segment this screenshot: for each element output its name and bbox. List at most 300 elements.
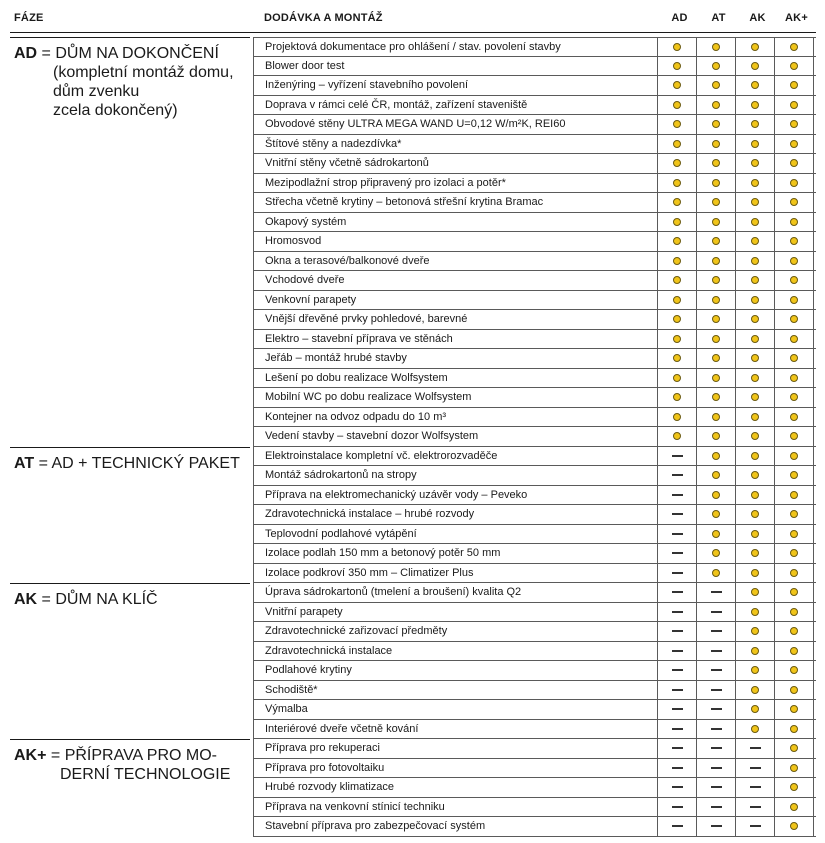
row-label: Vchodové dveře [253,271,658,290]
cell-at [697,388,736,407]
cell-akplus [775,369,814,388]
cell-ad [658,505,697,524]
table-row [253,76,816,96]
row-label: Doprava v rámci celé ČR, montáž, zařízení staveniště [253,96,658,115]
cell-ad [658,525,697,544]
cell-ad [658,252,697,271]
included-dot-icon [790,530,798,538]
table-row [253,291,816,311]
cell-at [697,778,736,797]
phase-divider [10,37,250,38]
cell-akplus [775,174,814,193]
excluded-dash-icon [711,591,722,593]
row-label: Hrubé rozvody klimatizace [253,778,658,797]
included-dot-icon [673,179,681,187]
phase-title [14,44,250,63]
cell-at [697,466,736,485]
table-row [253,96,816,116]
cell-akplus [775,466,814,485]
cell-ad [658,38,697,56]
table-row [253,154,816,174]
row-label: Obvodové stěny ULTRA MEGA WAND U=0,12 W/m²K, REI60 [253,115,658,134]
included-dot-icon [790,569,798,577]
row-label: Mobilní WC po dobu realizace Wolfsystem [253,388,658,407]
included-dot-icon [712,315,720,323]
row-label: Okapový systém [253,213,658,232]
included-dot-icon [751,101,759,109]
included-dot-icon [790,783,798,791]
phase-title [14,454,250,473]
included-dot-icon [751,510,759,518]
excluded-dash-icon [672,494,683,496]
included-dot-icon [751,198,759,206]
cell-ak [736,369,775,388]
cell-ak [736,174,775,193]
cell-at [697,135,736,154]
excluded-dash-icon [672,474,683,476]
included-dot-icon [790,744,798,752]
cell-ad [658,583,697,602]
cell-ak [736,96,775,115]
included-dot-icon [790,686,798,694]
phase-separator: = [37,45,56,62]
excluded-dash-icon [672,513,683,515]
cell-ad [658,466,697,485]
table-row [253,681,816,701]
cell-akplus [775,76,814,95]
cell-ak [736,700,775,719]
cell-ad [658,369,697,388]
cell-at [697,739,736,758]
included-dot-icon [751,491,759,499]
row-label: Lešení po dobu realizace Wolfsystem [253,369,658,388]
cell-ak [736,525,775,544]
excluded-dash-icon [711,786,722,788]
cell-at [697,291,736,310]
cell-at [697,798,736,817]
included-dot-icon [712,510,720,518]
included-dot-icon [673,81,681,89]
cell-ak [736,661,775,680]
included-dot-icon [790,413,798,421]
included-dot-icon [790,705,798,713]
included-dot-icon [790,432,798,440]
table-row [253,661,816,681]
included-dot-icon [790,822,798,830]
row-label: Stavební příprava pro zabezpečovací systém [253,817,658,836]
header-rule [10,32,816,33]
cell-ad [658,564,697,583]
cell-at [697,96,736,115]
excluded-dash-icon [711,767,722,769]
cell-ak [736,115,775,134]
excluded-dash-icon [711,669,722,671]
included-dot-icon [712,81,720,89]
cell-at [697,57,736,76]
table-row [253,408,816,428]
cell-ad [658,135,697,154]
included-dot-icon [712,43,720,51]
cell-ak [736,271,775,290]
table-row [253,330,816,350]
cell-ak [736,603,775,622]
table-row [253,135,816,155]
included-dot-icon [790,81,798,89]
row-label: Okna a terasové/balkonové dveře [253,252,658,271]
row-label: Elektroinstalace kompletní vč. elektrorozvaděče [253,447,658,466]
row-label: Montáž sádrokartonů na stropy [253,466,658,485]
table-row [253,349,816,369]
cell-akplus [775,96,814,115]
included-dot-icon [790,627,798,635]
phase-separator: = [46,747,65,764]
table-row [253,798,816,818]
table-row [253,37,816,57]
excluded-dash-icon [750,786,761,788]
cell-akplus [775,544,814,563]
phase-code: AD [14,45,38,62]
included-dot-icon [712,335,720,343]
phase-code: AT [14,454,35,472]
phase-divider [10,583,250,584]
included-dot-icon [712,491,720,499]
included-dot-icon [673,120,681,128]
included-dot-icon [790,140,798,148]
table-row [253,564,816,584]
cell-akplus [775,642,814,661]
cell-ak [736,642,775,661]
included-dot-icon [673,237,681,245]
cell-akplus [775,739,814,758]
cell-ad [658,798,697,817]
row-label: Vedení stavby – stavební dozor Wolfsystem [253,427,658,446]
cell-at [697,486,736,505]
cell-at [697,447,736,466]
row-label: Štítové stěny a nadezdívka* [253,135,658,154]
cell-ad [658,310,697,329]
cell-akplus [775,213,814,232]
cell-ad [658,330,697,349]
row-label: Příprava na elektromechanický uzávěr vody – Peveko [253,486,658,505]
cell-at [697,349,736,368]
table-row [253,232,816,252]
phase-description: DERNÍ TECHNOLOGIE [60,766,231,783]
cell-at [697,115,736,134]
included-dot-icon [673,218,681,226]
cell-ak [736,447,775,466]
included-dot-icon [712,101,720,109]
cell-ak [736,505,775,524]
excluded-dash-icon [711,689,722,691]
excluded-dash-icon [750,825,761,827]
row-label: Příprava pro rekuperaci [253,739,658,758]
cell-ak [736,310,775,329]
row-label: Střecha včetně krytiny – betonová střešní krytina Bramac [253,193,658,212]
table-row [253,544,816,564]
row-label: Projektová dokumentace pro ohlášení / stav. povolení stavby [253,38,658,56]
cell-at [697,232,736,251]
row-label: Izolace podkroví 350 mm – Climatizer Plus [253,564,658,583]
included-dot-icon [673,296,681,304]
included-dot-icon [790,588,798,596]
row-label: Příprava pro fotovoltaiku [253,759,658,778]
cell-ad [658,408,697,427]
cell-akplus [775,720,814,739]
cell-ad [658,349,697,368]
included-dot-icon [751,569,759,577]
cell-ad [658,778,697,797]
cell-akplus [775,700,814,719]
included-dot-icon [790,179,798,187]
cell-akplus [775,271,814,290]
included-dot-icon [673,374,681,382]
included-dot-icon [673,335,681,343]
included-dot-icon [751,62,759,70]
included-dot-icon [790,549,798,557]
included-dot-icon [751,218,759,226]
included-dot-icon [751,686,759,694]
excluded-dash-icon [750,806,761,808]
cell-ad [658,193,697,212]
included-dot-icon [673,432,681,440]
excluded-dash-icon [672,533,683,535]
cell-akplus [775,505,814,524]
cell-akplus [775,427,814,446]
phase-name: DŮM NA DOKONČENÍ [55,45,219,62]
cell-ak [736,427,775,446]
included-dot-icon [790,666,798,674]
included-dot-icon [712,413,720,421]
included-dot-icon [712,276,720,284]
included-dot-icon [790,315,798,323]
row-label: Příprava na venkovní stínicí techniku [253,798,658,817]
table-row [253,486,816,506]
cell-at [697,174,736,193]
included-dot-icon [751,588,759,596]
included-dot-icon [673,413,681,421]
table-row [253,603,816,623]
included-dot-icon [790,803,798,811]
table-row [253,388,816,408]
cell-akplus [775,115,814,134]
included-dot-icon [790,296,798,304]
cell-ak [736,135,775,154]
cell-ak [736,154,775,173]
cell-at [697,38,736,56]
cell-akplus [775,583,814,602]
table-row [253,174,816,194]
included-dot-icon [751,725,759,733]
cell-ad [658,544,697,563]
included-dot-icon [790,218,798,226]
cell-at [697,681,736,700]
included-dot-icon [673,393,681,401]
included-dot-icon [790,647,798,655]
included-dot-icon [712,452,720,460]
included-dot-icon [790,101,798,109]
included-dot-icon [751,81,759,89]
cell-ak [736,193,775,212]
included-dot-icon [712,62,720,70]
cell-ad [658,817,697,836]
excluded-dash-icon [711,825,722,827]
included-dot-icon [751,276,759,284]
included-dot-icon [790,471,798,479]
included-dot-icon [673,43,681,51]
included-dot-icon [790,198,798,206]
cell-ak [736,466,775,485]
phase-name: AD + TECHNICKÝ PAKET [51,454,240,472]
table-row [253,252,816,272]
excluded-dash-icon [711,708,722,710]
cell-akplus [775,252,814,271]
excluded-dash-icon [711,611,722,613]
included-dot-icon [790,43,798,51]
included-dot-icon [712,159,720,167]
excluded-dash-icon [672,689,683,691]
included-dot-icon [751,237,759,245]
included-dot-icon [673,276,681,284]
included-dot-icon [790,354,798,362]
cell-akplus [775,447,814,466]
excluded-dash-icon [672,650,683,652]
phase-code: AK [14,591,38,608]
cell-at [697,154,736,173]
cell-akplus [775,661,814,680]
cell-ak [736,720,775,739]
cell-ak [736,213,775,232]
excluded-dash-icon [672,728,683,730]
table-row [253,310,816,330]
cell-ak [736,622,775,641]
included-dot-icon [712,471,720,479]
included-dot-icon [751,608,759,616]
cell-at [697,271,736,290]
phase-divider [10,739,250,740]
included-dot-icon [790,608,798,616]
table-row [253,817,816,837]
cell-ak [736,739,775,758]
cell-ak [736,681,775,700]
included-dot-icon [790,159,798,167]
cell-ad [658,642,697,661]
cell-ad [658,622,697,641]
phase-name: DŮM NA KLÍČ [55,591,158,608]
included-dot-icon [751,530,759,538]
cell-at [697,76,736,95]
included-dot-icon [712,530,720,538]
cell-at [697,544,736,563]
excluded-dash-icon [672,591,683,593]
cell-at [697,642,736,661]
cell-ad [658,759,697,778]
table-row [253,447,816,467]
included-dot-icon [751,413,759,421]
cell-ad [658,291,697,310]
table-row [253,193,816,213]
cell-at [697,622,736,641]
cell-ak [736,778,775,797]
table-row [253,271,816,291]
cell-ak [736,291,775,310]
cell-at [697,369,736,388]
cell-at [697,525,736,544]
cell-ad [658,661,697,680]
excluded-dash-icon [672,552,683,554]
included-dot-icon [790,237,798,245]
cell-akplus [775,817,814,836]
included-dot-icon [751,666,759,674]
cell-akplus [775,564,814,583]
included-dot-icon [751,627,759,635]
cell-akplus [775,232,814,251]
cell-akplus [775,408,814,427]
cell-at [697,310,736,329]
cell-ad [658,700,697,719]
row-label: Vnitřní stěny včetně sádrokartonů [253,154,658,173]
cell-ad [658,115,697,134]
included-dot-icon [790,764,798,772]
cell-akplus [775,681,814,700]
cell-at [697,213,736,232]
row-label: Kontejner na odvoz odpadu do 10 m³ [253,408,658,427]
cell-ad [658,739,697,758]
included-dot-icon [712,120,720,128]
cell-at [697,252,736,271]
included-dot-icon [790,725,798,733]
included-dot-icon [712,296,720,304]
cell-at [697,427,736,446]
cell-ad [658,213,697,232]
cell-akplus [775,310,814,329]
included-dot-icon [673,354,681,362]
included-dot-icon [712,237,720,245]
table-row [253,739,816,759]
included-dot-icon [790,276,798,284]
cell-ad [658,486,697,505]
header-faze: FÁZE [14,12,44,24]
included-dot-icon [751,705,759,713]
row-label: Zdravotechnická instalace [253,642,658,661]
included-dot-icon [712,140,720,148]
excluded-dash-icon [672,611,683,613]
cell-at [697,603,736,622]
cell-ad [658,154,697,173]
cell-ad [658,271,697,290]
cell-ak [736,330,775,349]
phase-separator: = [37,591,56,608]
cell-ak [736,817,775,836]
row-label: Venkovní parapety [253,291,658,310]
included-dot-icon [673,315,681,323]
included-dot-icon [712,218,720,226]
included-dot-icon [751,335,759,343]
row-label: Elektro – stavební příprava ve stěnách [253,330,658,349]
cell-akplus [775,778,814,797]
included-dot-icon [712,569,720,577]
cell-at [697,408,736,427]
cell-akplus [775,486,814,505]
cell-ad [658,447,697,466]
excluded-dash-icon [711,630,722,632]
cell-ad [658,96,697,115]
cell-ak [736,252,775,271]
table-row [253,778,816,798]
table-row [253,369,816,389]
cell-akplus [775,622,814,641]
included-dot-icon [751,257,759,265]
row-label: Vnitřní parapety [253,603,658,622]
